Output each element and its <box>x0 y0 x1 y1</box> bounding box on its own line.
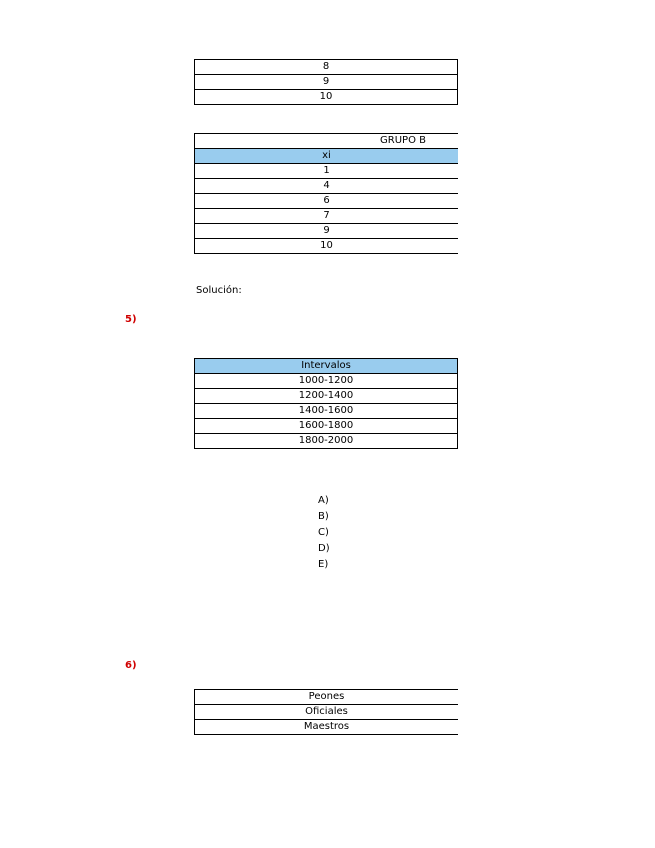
table-cell: 6 <box>195 194 459 209</box>
option-label: D) <box>318 543 330 554</box>
table-cell: Peones <box>195 690 459 705</box>
option-label: E) <box>318 559 329 570</box>
table-cell: 4 <box>195 179 459 194</box>
values-table-top <box>194 59 458 105</box>
table-cell: 1200-1400 <box>195 389 458 404</box>
table-cell: 1400-1600 <box>195 404 458 419</box>
column-header: xi <box>195 149 459 164</box>
option-label: A) <box>318 495 329 506</box>
answer-options <box>318 493 330 573</box>
group-title: GRUPO B <box>195 134 459 149</box>
table-cell: Maestros <box>195 720 459 735</box>
column-header: Intervalos <box>195 359 458 374</box>
table-cell: 1000-1200 <box>195 374 458 389</box>
table-cell: 7 <box>195 209 459 224</box>
table-cell: 9 <box>195 224 459 239</box>
workers-table <box>194 689 458 735</box>
solution-label: Solución: <box>196 285 242 296</box>
intervals-table <box>194 358 458 449</box>
question-number: 5) <box>125 314 137 325</box>
table-cell: 10 <box>195 90 458 105</box>
option-label: C) <box>318 527 329 538</box>
option-label: B) <box>318 511 329 522</box>
table-cell: 9 <box>195 75 458 90</box>
table-cell: 1 <box>195 164 459 179</box>
grupo-b-table <box>194 133 458 254</box>
table-cell: Oficiales <box>195 705 459 720</box>
table-cell: 1800-2000 <box>195 434 458 449</box>
table-cell: 10 <box>195 239 459 254</box>
table-cell: 1600-1800 <box>195 419 458 434</box>
question-number: 6) <box>125 660 137 671</box>
table-cell: 8 <box>195 60 458 75</box>
